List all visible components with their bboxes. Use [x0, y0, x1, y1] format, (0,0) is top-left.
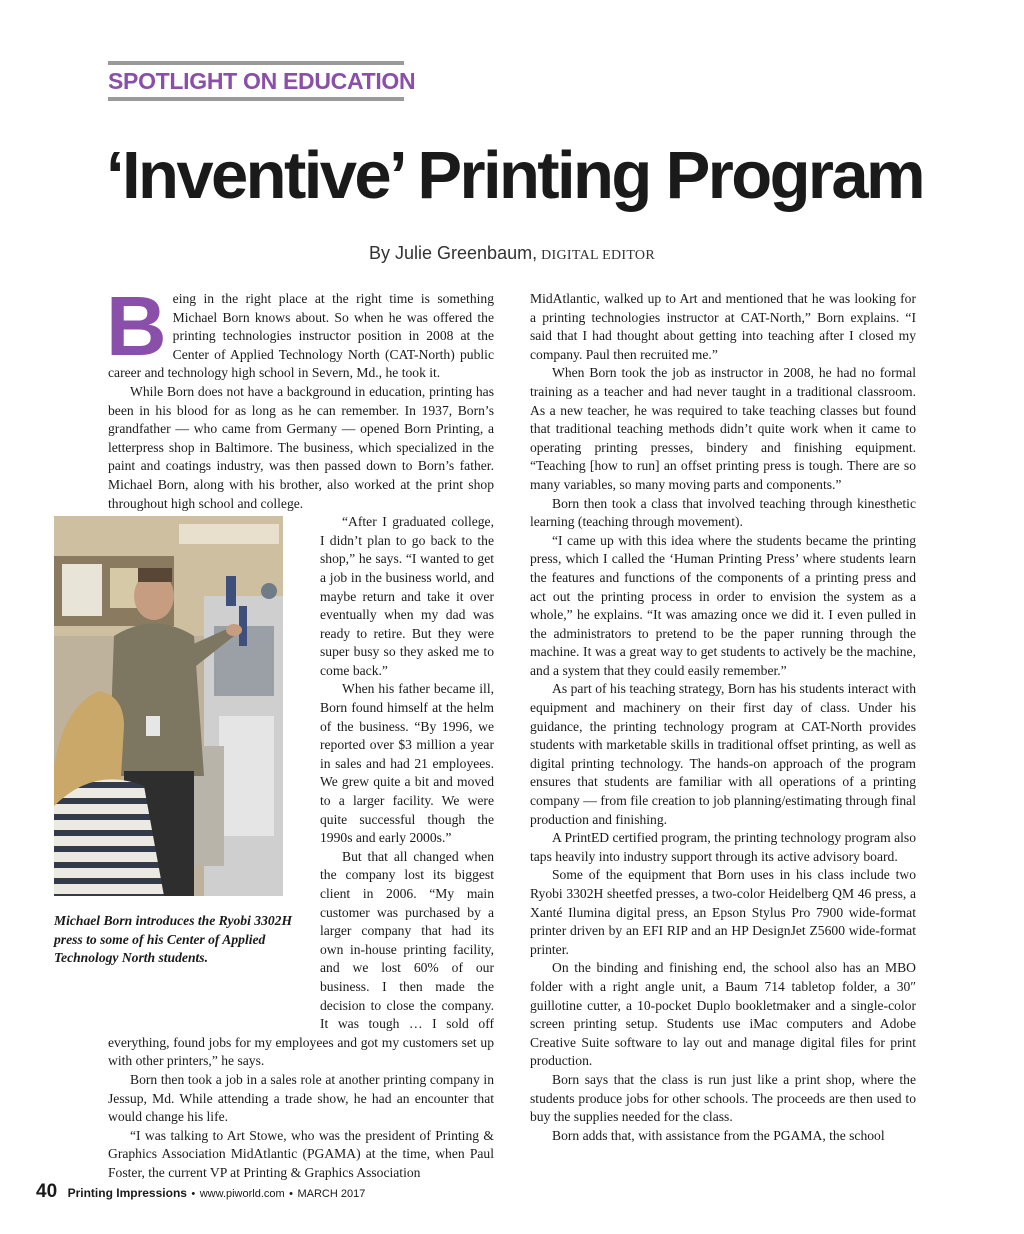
- paragraph: Born then took a job in a sales role at another printing company in Jessup, Md. While attending a trade show, he had an encounter that would change his life.: [108, 1071, 494, 1125]
- paragraph: But that all changed when the company lost its biggest client in 2006. “My main customer was purchased by a larger company that had its own in-house printing facility, and we lost 60% of our business. I then made the decision to close the company. It was tough … I sold off everything, found jobs for my employees and got my customers set up with other printers,” he says.: [108, 848, 494, 1069]
- paragraph: “I was talking to Art Stowe, who was the president of Printing & Graphics Association MidAtlantic (PGAMA) at the time, when Paul Foster, the current VP at Printing & Graphics Association: [108, 1127, 494, 1180]
- article-column-right: [530, 290, 916, 1145]
- top-rule: [108, 61, 404, 65]
- paragraph: When his father became ill, Born found himself at the helm of the business. “By 1996, we reported over $3 million a year in sales and had 21 employees. We grew quite a bit and moved to a larger facility. We were quite successful though the 1990s and early 2000s.”: [320, 681, 494, 846]
- paragraph: Born says that the class is run just like a print shop, where the students produce jobs for other schools. The proceeds are then used to buy the supplies needed for the class.: [530, 1071, 916, 1125]
- paragraph: Some of the equipment that Born uses in his class include two Ryobi 3302H sheetfed presses, a two-color Heidelberg QM 46 press, a Xanté Ilumina digital press, an Epson Stylus Pro 7900 wide-format printer driven by an EFI RIP and an HP DesignJet Z5600 wide-format printer.: [530, 867, 916, 957]
- footer-magazine: Printing Impressions: [67, 1186, 187, 1200]
- paragraph: “After I graduated college, I didn’t plan to go back to the shop,” he says. “I wanted to get a job in the business world, and maybe return and take it over eventually when my dad was ready to retire. But they were super busy so they asked me to come back.”: [320, 514, 494, 678]
- paragraph: A PrintED certified program, the printing technology program also taps heavily into industry support through its active advisory board.: [530, 830, 916, 864]
- article-photo: [54, 516, 283, 896]
- footer-date: MARCH 2017: [297, 1188, 366, 1200]
- article-headline: ‘Inventive’ Printing Program: [106, 138, 924, 213]
- paragraph: As part of his teaching strategy, Born has his students interact with equipment and machinery on their first day of class. Under his guidance, the printing technology program at CAT-North provides students with marketable skills in traditional offset printing, as well as digital printing technology. The hands-on approach of the program ensures that students are familiar with all operations of a printing company — from file creation to job planning/estimating through final production and finishing.: [530, 681, 916, 827]
- drop-cap: B: [106, 279, 167, 373]
- paragraph: “I came up with this idea where the students became the printing press, which I called the ‘Human Printing Press’ where students learn the features and functions of the components of a printing press and act out the printing process in order to envision the system as a whole,” he explains. “It was amazing once we did it. I even pulled in the administrators to pretend to be the paper running through the machine. It was a great way to get students to actively be the machine, and a system that they could easily remember.”: [530, 532, 916, 678]
- paragraph: When Born took the job as instructor in 2008, he had no formal training as a teacher and had never taught in a traditional classroom. As a new teacher, he was required to take teaching classes but found that traditional teaching methods didn’t quite work when it came to operating printing presses, bindery and finishing equipment. “Teaching [how to run] an offset printing press is tough. There are so many variables, so many moving parts and components.”: [530, 365, 916, 492]
- byline: [0, 243, 1024, 264]
- byline-role: DIGITAL EDITOR: [541, 248, 655, 263]
- paragraph: MidAtlantic, walked up to Art and mentioned that he was looking for a printing technologies instructor at CAT-North,” Born explains. “I said that I had thought about getting into teaching after I closed my company. Paul then recruited me.”: [530, 291, 916, 362]
- section-kicker: SPOTLIGHT ON EDUCATION: [108, 68, 416, 94]
- paragraph: While Born does not have a background in education, printing has been in his blood for as long as he can remember. In 1937, Born’s grandfather — who came from Germany — opened Born Printing, a letterpress shop in Baltimore. The business, which specialized in the paint and coatings industry, was then passed down to Born’s father. Michael Born, along with his brother, also worked at the print shop throughout high school and college.: [108, 383, 494, 511]
- footer-url: www.piworld.com: [199, 1188, 285, 1200]
- paragraph: On the binding and finishing end, the school also has an MBO folder with a right angle unit, a Baum 714 tabletop folder, a 30″ guillotine cutter, a 10-pocket Duplo bookletmaker and a single-color screen printing setup. Students use iMac computers and Adobe Creative Suite software to lay out and manage digital files for print production.: [530, 960, 916, 1069]
- bottom-rule: [108, 97, 404, 101]
- footer-separator: •: [289, 1188, 293, 1200]
- paragraph: Born adds that, with assistance from the PGAMA, the school: [552, 1127, 885, 1143]
- byline-author: By Julie Greenbaum,: [369, 243, 538, 263]
- page-footer: [36, 1181, 365, 1203]
- photo-caption: Michael Born introduces the Ryobi 3302H press to some of his Center of Applied Technology North students.: [54, 913, 293, 966]
- page-number: 40: [36, 1181, 58, 1202]
- paragraph: eing in the right place at the right time is something Michael Born knows about. So when he was offered the printing technologies instructor position in 2008 at the Center of Applied Technology North (CAT-North) public career and technology high school in Severn, Md., he took it.: [108, 291, 494, 381]
- paragraph: Born then took a class that involved teaching through kinesthetic learning (teaching through movement).: [530, 495, 916, 530]
- footer-separator: •: [191, 1188, 196, 1200]
